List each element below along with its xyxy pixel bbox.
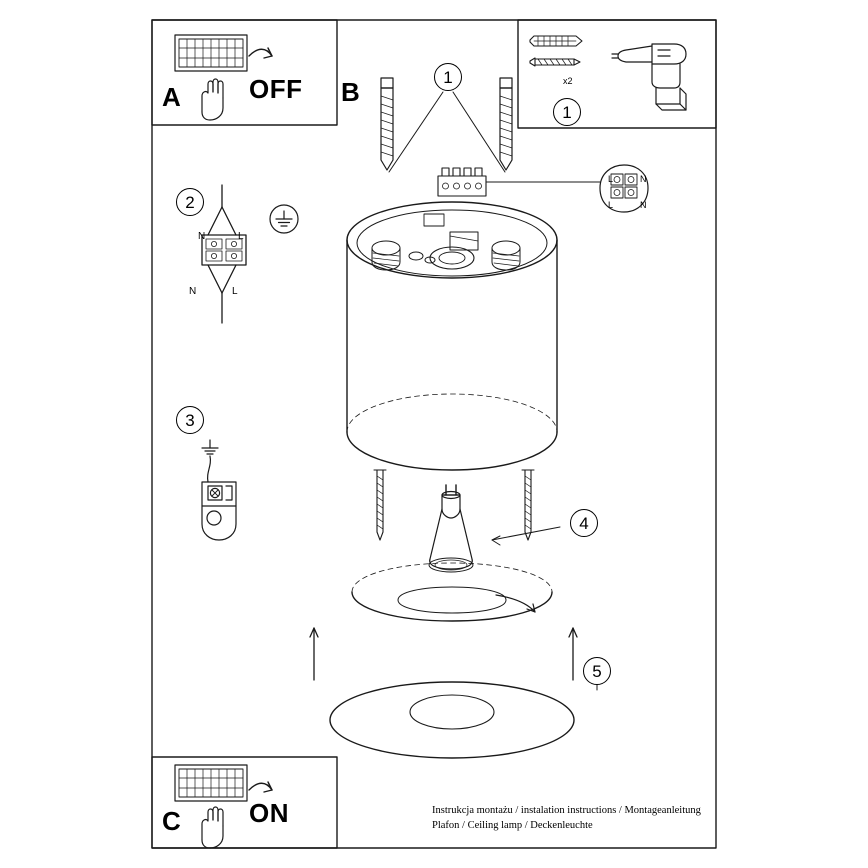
- step-badge-1: [434, 63, 462, 91]
- step-badge-2: [176, 188, 204, 216]
- panel-a-off-label: OFF: [249, 74, 303, 104]
- wire-label-n-top: N: [198, 231, 206, 242]
- wire-label-n-bottom: N: [189, 286, 197, 297]
- detail-label-l-top: L: [608, 174, 614, 184]
- step-badge-4-label: 4: [579, 514, 589, 533]
- panel-c-letter: C: [162, 806, 182, 836]
- step-badge-5-label: 5: [592, 662, 602, 681]
- panel-c-on-label: ON: [249, 798, 289, 828]
- step-badge-5: [583, 657, 611, 685]
- panel-b-letter: B: [341, 77, 361, 107]
- detail-label-n-bottom: N: [640, 200, 647, 210]
- tools-quantity-label: x2: [563, 76, 573, 86]
- step-badge-3: [176, 406, 204, 434]
- wire-label-l-top: L: [238, 231, 244, 242]
- detail-label-l-bottom: L: [608, 200, 614, 210]
- detail-label-n-top: N: [640, 174, 647, 184]
- panel-a-letter: A: [162, 82, 182, 112]
- footer-instructions-line1: Instrukcja montażu / instalation instructions / Montageanleitung: [432, 805, 701, 816]
- step-badge-4: [570, 509, 598, 537]
- step-badge-3-label: 3: [185, 411, 195, 430]
- footer-instructions-line2: Plafon / Ceiling lamp / Deckenleuchte: [432, 820, 593, 831]
- step-badge-1-tools: [553, 98, 581, 126]
- step-badge-1-tools-label: 1: [562, 103, 572, 122]
- step-badge-1-label: 1: [443, 68, 453, 87]
- step-badge-2-label: 2: [185, 193, 195, 212]
- wire-label-l-bottom: L: [232, 286, 238, 297]
